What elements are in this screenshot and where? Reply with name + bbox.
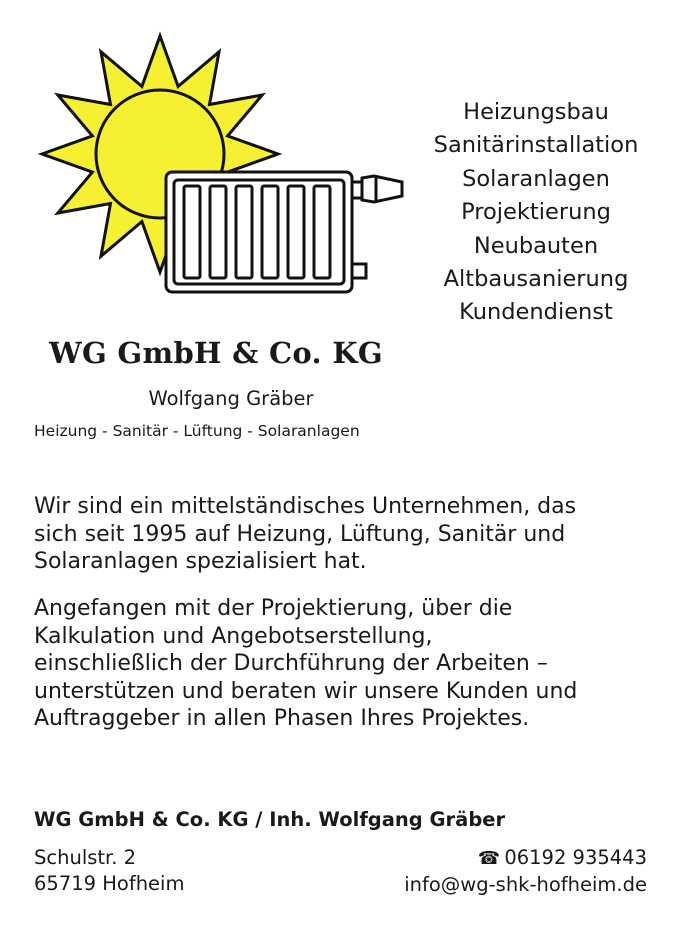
- contact-block: [404, 845, 647, 898]
- paragraph-line: sich seit 1995 auf Heizung, Lüftung, Sanitär und: [34, 521, 566, 547]
- paragraph-line: einschließlich der Durchführung der Arbeiten –: [34, 651, 548, 676]
- service-item: Neubauten: [473, 232, 599, 259]
- service-item: Heizungsbau: [463, 99, 609, 125]
- services-paragraph: [34, 595, 654, 733]
- intro-paragraph: [34, 493, 654, 576]
- service-item: Altbausanierung: [443, 266, 629, 293]
- company-name: WG GmbH & Co. KG: [49, 336, 383, 370]
- paragraph-line: Auftraggeber in allen Phasen Ihres Projektes.: [34, 706, 530, 731]
- phone-number[interactable]: 06192 935443: [504, 846, 647, 869]
- paragraph-line: Kalkulation und Angebotserstellung,: [34, 623, 433, 649]
- service-item: Kundendienst: [459, 299, 613, 326]
- address-block: [34, 845, 184, 897]
- service-item: Projektierung: [461, 199, 611, 226]
- company-tagline: Heizung - Sanitär - Lüftung - Solaranlagen: [34, 422, 360, 440]
- owner-name: Wolfgang Gräber: [148, 387, 314, 410]
- paragraph-line: Wir sind ein mittelständisches Unternehmen, das: [34, 494, 577, 519]
- email-link[interactable]: info@wg-shk-hofheim.de: [404, 873, 647, 896]
- footer-title: WG GmbH & Co. KG / Inh. Wolfgang Gräber: [34, 808, 506, 831]
- paragraph-line: unterstützen und beraten wir unsere Kunden und: [34, 678, 578, 704]
- street-address: Schulstr. 2: [34, 846, 137, 869]
- paragraph-line: Angefangen mit der Projektierung, über die: [34, 596, 513, 621]
- paragraph-line: Solaranlagen spezialisiert hat.: [34, 549, 367, 574]
- service-item: Solaranlagen: [462, 165, 610, 192]
- service-item: Sanitärinstallation: [433, 132, 639, 159]
- phone-line: [404, 845, 647, 872]
- services-list: [410, 96, 662, 330]
- phone-icon: ☎: [477, 848, 501, 869]
- radiator-icon: [166, 172, 402, 292]
- city-address: 65719 Hofheim: [34, 872, 185, 895]
- company-logo: [26, 28, 410, 303]
